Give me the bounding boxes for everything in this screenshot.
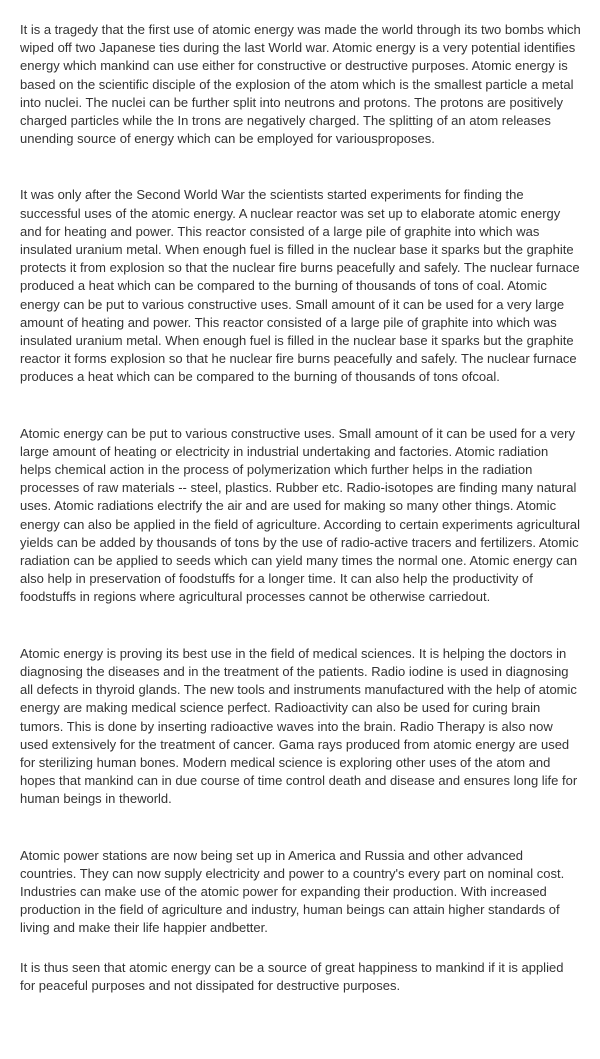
paragraph-medical-sciences: Atomic energy is proving its best use in the field of medical sciences. It is helping the doctors in diagnosing the diseases and in the treatment of the patients. Radio iodine is used in diagnosing all defects in thyroid glands. The new tools and instruments manufactured with the help of atomic energy are making medical science perfect. Radioactivity can also be used for curing brain tumors. This is done by inserting radioactive waves into the brain. Radio Therapy is also now used extensively for the treatment of cancer. Gama rays produced from atomic energy are used for sterilizing human bones. Modern medical science is exploring other uses of the atom and hopes that mankind can in due course of time control death and disease and ensures long life for human beings in theworld. (20, 645, 578, 807)
paragraph-spacer (20, 387, 582, 425)
paragraph-first-use: It is a tragedy that the first use of atomic energy was made the world through its two bombs which wiped off two Japanese ties during the last World war. Atomic energy is a very potential identifies energy which mankind can use either for constructive or destructive purposes. Atomic energy is based on the scientific disciple of the explosion of the atom which is the smallest particle a metal into nuclei. The nuclei can be further split into neutrons and protons. The protons are positively charged particles while the In trons are negatively charged. The splitting of an atom releases unending source of energy which can be employed for variousproposes. (20, 22, 581, 147)
paragraph-spacer (20, 938, 582, 959)
paragraph-spacer (20, 148, 582, 186)
paragraph-spacer (20, 809, 582, 847)
paragraph-constructive-uses: Atomic energy can be put to various constructive uses. Small amount of it can be used for a very large amount of heating or electricity in industrial undertaking and factories. Atomic radiation helps chemical action in the process of polymerization which further helps in the radiation processes of raw materials -- steel, plastics. Rubber etc. Radio-isotopes are finding many natural uses. Atomic radiations electrify the air and are used for making so many other things. Atomic energy can also be applied in the field of agriculture. According to certain experiments agricultural yields can be added by thousands of tons by the use of radio-active tracers and fertilizers. Atomic radiation can be applied to seeds which can yield many times the normal one. Atomic energy can also help in preservation of foodstuffs for a longer time. It can also help the productivity of foodstuffs in regions where agricultural processes cannot be otherwise carriedout. (20, 425, 581, 605)
paragraph-spacer (20, 607, 582, 645)
paragraph-conclusion: It is thus seen that atomic energy can be a source of great happiness to mankind if it is applied for peaceful purposes and not dissipated for destructive purposes. (20, 959, 564, 993)
article-body (20, 21, 582, 995)
paragraph-power-stations: Atomic power stations are now being set up in America and Russia and other advanced countries. They can now supply electricity and power to a country's every part on nominal cost. Industries can make use of the atomic power for expanding their production. With increased production in the field of agriculture and industry, human beings can attain higher standards of living and make their life happier andbetter. (20, 847, 565, 936)
paragraph-nuclear-reactor: It was only after the Second World War the scientists started experiments for finding the successful uses of the atomic energy. A nuclear reactor was set up to elaborate atomic energy and for heating and power. This reactor consisted of a large pile of graphite into which was insulated uranium metal. When enough fuel is filled in the nuclear base it sparks but the graphite protects it from explosion so that the nuclear fire burns peacefully and safely. The nuclear furnace produced a heat which can be compared to the burning of thousands of tons of coal. Atomic energy can be put to various constructive uses. Small amount of it can be used for a very large amount of heating and power. This reactor consisted of a large pile of graphite into which was insulated uranium metal. When enough fuel is filled in the nuclear base it sparks but the graphite reactor it forms explosion so that he nuclear fire burns peacefully and safely. The nuclear furnace produces a heat which can be compared to the burning of thousands of tons ofcoal. (20, 187, 580, 385)
